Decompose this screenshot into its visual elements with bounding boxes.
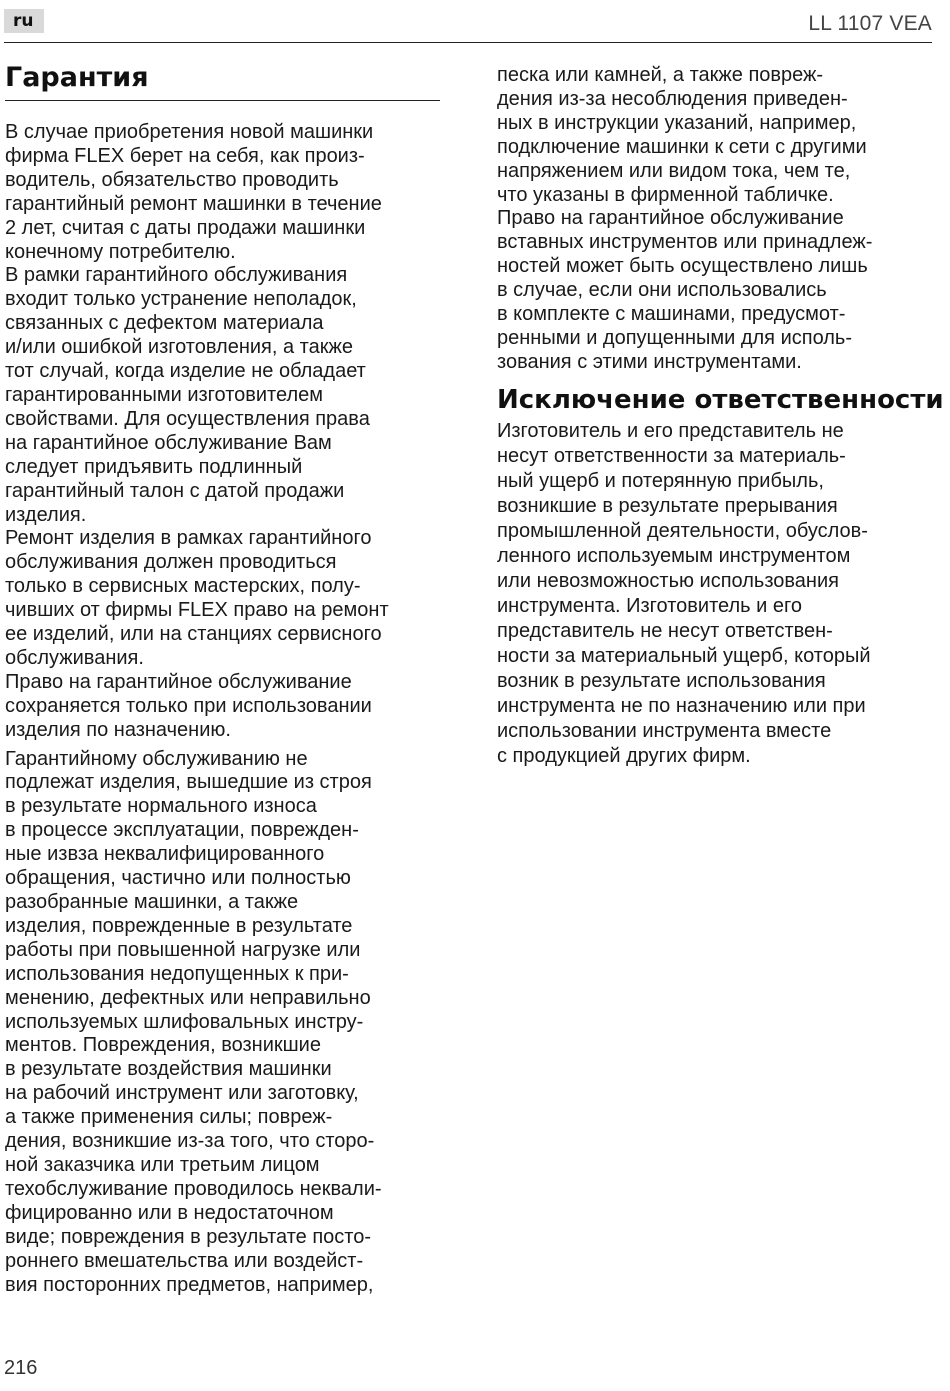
- language-badge: ru: [4, 9, 44, 33]
- warranty-paragraph-1: В случае приобретения новой машинки фирма FLEX берет на себя, как произ- водитель, обязательство проводить гарантийный ремонт машинки в течение 2 лет, считая с даты продажи машинки конечному потребителю.: [5, 121, 382, 263]
- document-title: LL 1107 VEA: [808, 12, 932, 35]
- warranty-paragraph-7: Право на гарантийное обслуживание вставных инструментов или принадлеж- ностей может быть осуществлено лишь в случае, если они использовались в комплекте с машинами, предусмот- ренными и допущенными для исполь- зования с этими инструментами.: [497, 207, 873, 373]
- page-number: 216: [4, 1357, 38, 1379]
- liability-heading: Исключение ответственности: [497, 384, 944, 415]
- warranty-paragraph-5: Гарантийному обслуживанию не подлежат изделия, вышедшие из строя в результате нормального износа в процессе эксплуатации, поврежден- ные извза неквалифицированного обращения, частично или полностью разобранные машинки, а также изделия, поврежденные в результате работы при повышенной нагрузке или использования недопущенных к при- менению, дефектных или неправильно используемых шлифовальных инстру- ментов. Повреждения, возникшие в результате воздействия машинки на рабочий инструмент или заготовку, а также применения силы; повреж- дения, возникшие из-за того, что сторо- ной заказчика или третьим лицом техобслуживание проводилось неквали- фицированно или в недостаточном виде; повреждения в результате посто- роннего вмешательства или воздейст- вия посторонних предметов, например,: [5, 747, 382, 1296]
- right-column: [497, 64, 944, 769]
- warranty-paragraph-2: В рамки гарантийного обслуживания входит только устранение неполадок, связанных с дефектом материала и/или ошибкой изготовления, а также тот случай, когда изделие не обладает гарантированными изготовителем свойствами. Для осуществления права на гарантийное обслуживание Вам следует придъявить подлинный гарантийный талон с датой продажи изделия.: [5, 264, 370, 526]
- header-divider: [4, 42, 932, 43]
- warranty-heading-divider: [5, 100, 440, 101]
- left-column: [5, 60, 440, 1297]
- warranty-paragraph-4: Право на гарантийное обслуживание сохраняется только при использовании изделия по назначению.: [5, 670, 372, 741]
- warranty-paragraph-6: песка или камней, а также повреж- дения из-за несоблюдения приведен- ных в инструкции указаний, например, подключение машинки к сети с другими напряжением или видом тока, чем те, что указаны в фирменной табличке.: [497, 64, 867, 206]
- warranty-heading: Гарантия: [5, 62, 149, 93]
- warranty-paragraph-3: Ремонт изделия в рамках гарантийного обслуживания должен проводиться только в сервисных мастерских, полу- чивших от фирмы FLEX право на ремонт ее изделий, или на станциях сервисного обслуживания.: [5, 527, 389, 669]
- liability-paragraph: Изготовитель и его представитель не несут ответственности за материаль- ный ущерб и потерянную прибыль, возникшие в результате прерывания промышленной деятельности, обуслов- ленного используемым инструментом или невозможностью использования инструмента. Изготовитель и его представитель не несут ответствен- ности за материальный ущерб, который возник в результате использования инструмента не по назначению или при использовании инструмента вместе с продукцией других фирм.: [497, 419, 871, 767]
